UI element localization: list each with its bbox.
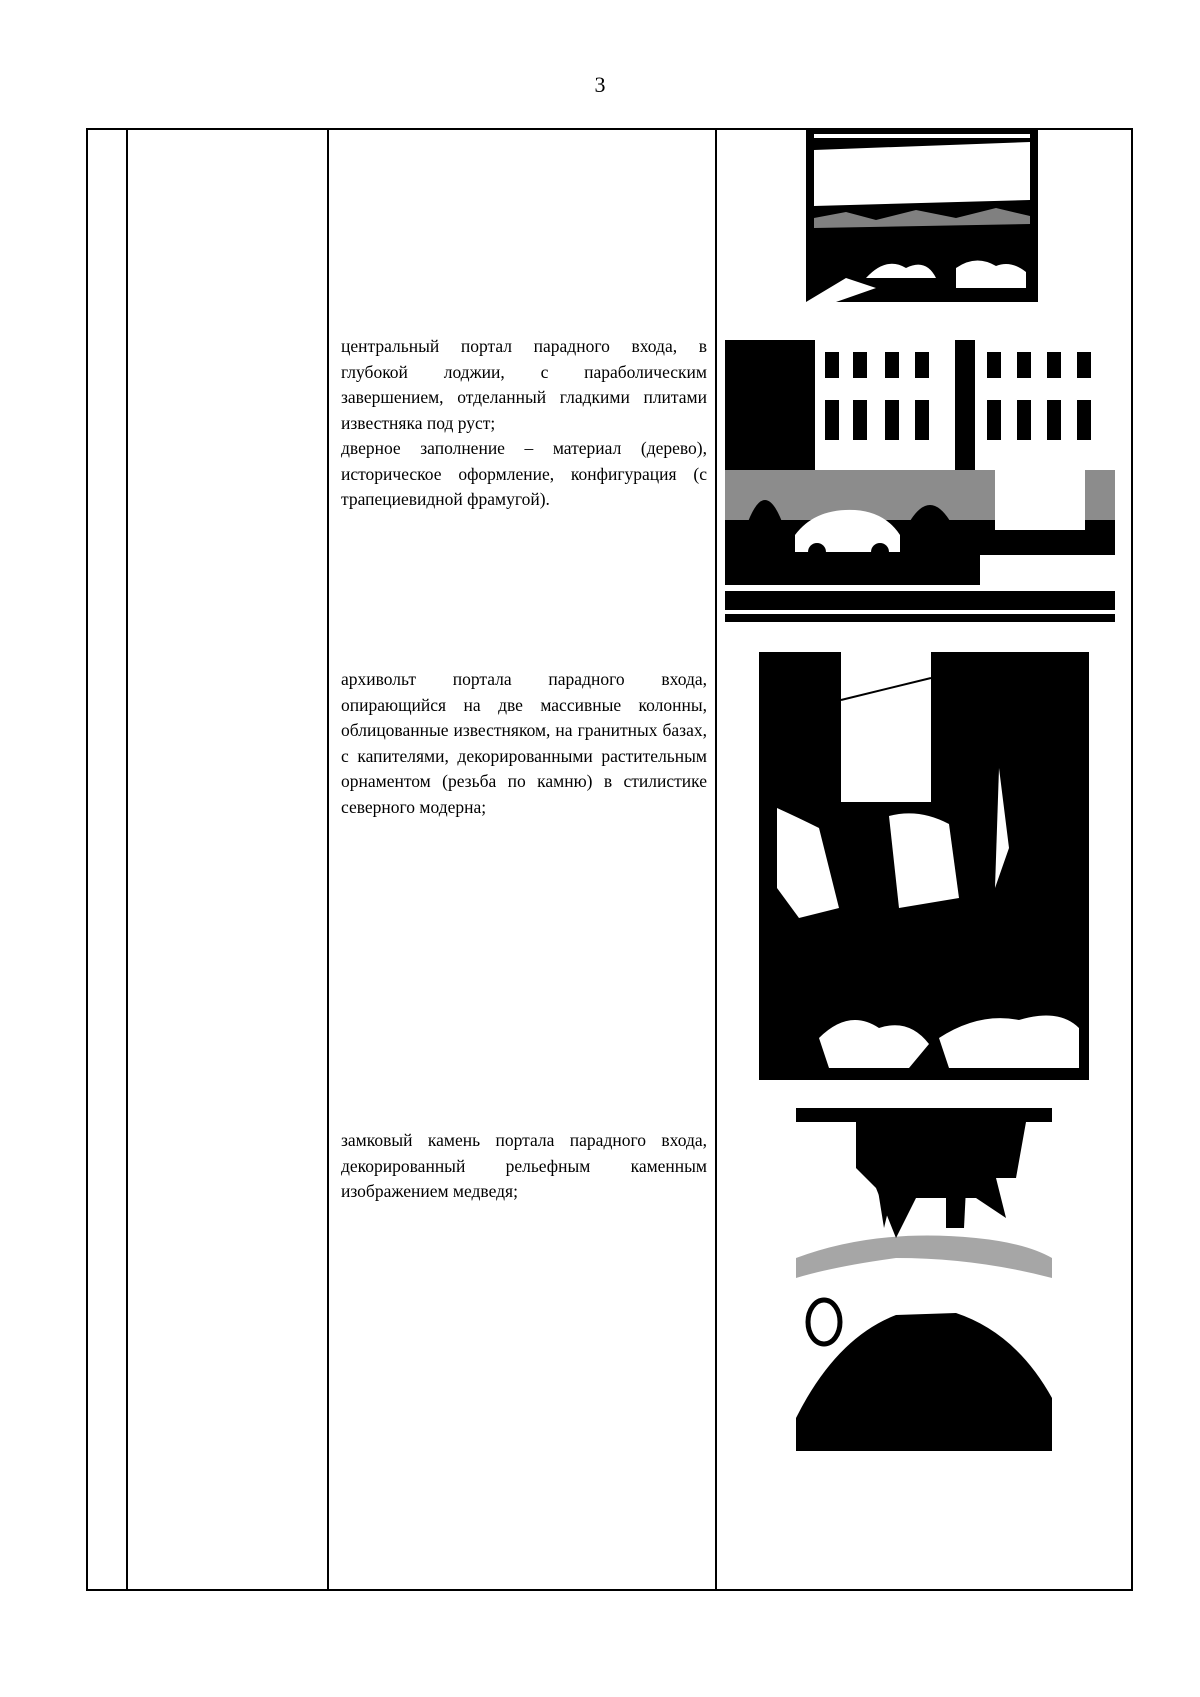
table-bottom-border	[86, 1589, 1132, 1591]
description-paragraph: замковый камень портала парадного входа, декорированный рельефным каменным изображением медведя;	[341, 1130, 707, 1201]
description-keystone	[341, 1128, 707, 1205]
description-central-portal	[341, 334, 707, 513]
photo-fragment-icon	[806, 128, 1038, 302]
page-number: 3	[594, 72, 606, 97]
column-divider-2	[327, 128, 329, 1591]
description-paragraph: центральный портал парадного входа, в глубокой лоджии, с параболическим завершением, отделанный гладкими плитами известняка под руст;	[341, 336, 707, 433]
building-facade-photo-icon	[725, 330, 1115, 622]
description-paragraph: дверное заполнение – материал (дерево), историческое оформление, конфигурация (с трапециевидной фрамугой).	[341, 438, 707, 509]
table-left-border	[86, 128, 88, 1591]
description-archivolt	[341, 667, 707, 820]
description-paragraph: архивольт портала парадного входа, опирающийся на две массивные колонны, облицованные известняком, на гранитных базах, с капителями, декорированными растительным орнаментом (резьба по камню) в стилистике северного модерна;	[341, 669, 707, 817]
column-divider-3	[715, 128, 717, 1591]
table-right-border	[1131, 128, 1133, 1591]
portal-archivolt-photo-icon	[759, 648, 1089, 1084]
column-divider-1	[126, 128, 128, 1591]
keystone-bear-photo-icon	[796, 1108, 1052, 1451]
